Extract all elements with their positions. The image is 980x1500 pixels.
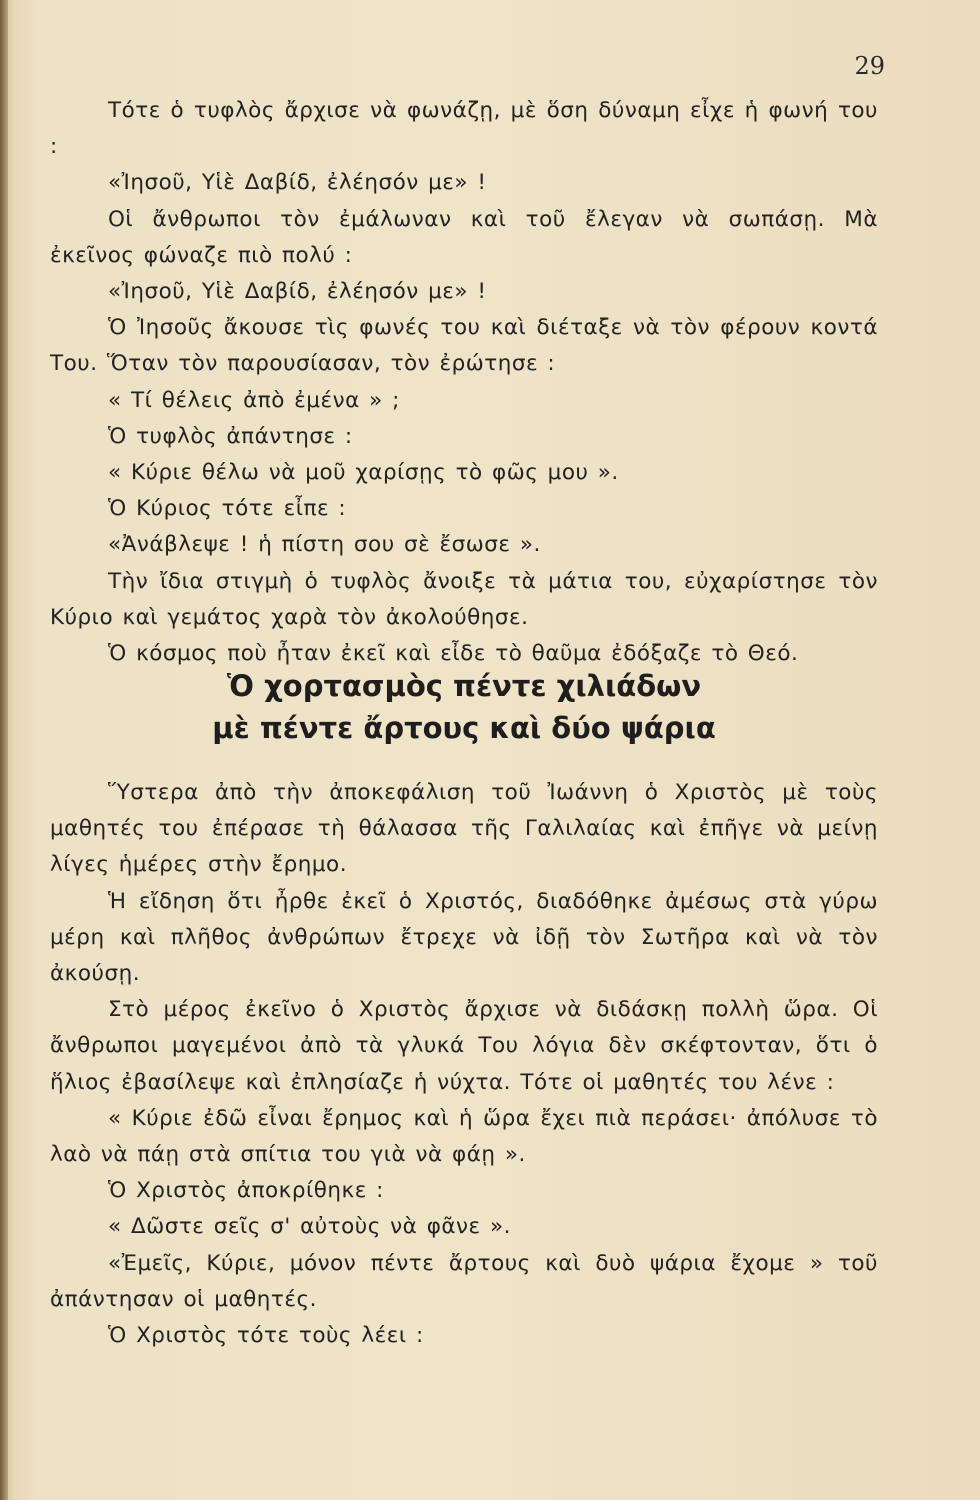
paragraph: « Δῶστε σεῖς σ' αὐτοὺς νὰ φᾶνε ». — [108, 1214, 512, 1240]
paragraph: Τότε ὁ τυφλὸς ἄρχισε νὰ φωνάζῃ, μὲ ὅση δύναμη εἶχε ἡ φωνή του : — [50, 98, 878, 160]
heading-line-2: μὲ πέντε ἄρτους καὶ δύο ψάρια — [212, 711, 716, 745]
section-heading — [50, 665, 878, 749]
paragraph: « Κύριε ἐδῶ εἶναι ἔρημος καὶ ἡ ὥρα ἔχει πιὰ περάσει· ἀπόλυσε τὸ λαὸ νὰ πάῃ στὰ σπίτια του γιὰ νὰ φάῃ ». — [50, 1105, 878, 1168]
paragraph: Οἱ ἄνθρωποι τὸν ἐμάλωναν καὶ τοῦ ἔλεγαν νὰ σωπάσῃ. Μὰ ἐκεῖνος φώναζε πιὸ πολύ : — [50, 206, 878, 268]
paragraph: « Τί θέλεις ἀπὸ ἐμένα » ; — [108, 387, 400, 413]
heading-line-1: Ὁ χορτασμὸς πέντε χιλιάδων — [226, 669, 702, 703]
paragraph: Ἡ εἴδηση ὅτι ἦρθε ἐκεῖ ὁ Χριστός, διαδόθηκε ἀμέσως στὰ γύρω μέρη καὶ πλῆθος ἀνθρώπων ἔτρεχε νὰ ἰδῇ τὸν Σωτῆρα καὶ νὰ τὸν ἀκούσῃ. — [50, 888, 878, 987]
paragraph: Ὁ Χριστὸς τότε τοὺς λέει : — [108, 1323, 424, 1349]
paragraph: «Ἐμεῖς, Κύριε, μόνον πέντε ἄρτους καὶ δυὸ ψάρια ἔχομε » τοῦ ἀπάντησαν οἱ μαθητές. — [50, 1250, 878, 1312]
paragraph: Ὕστερα ἀπὸ τὴν ἀποκεφάλιση τοῦ Ἰωάννη ὁ Χριστὸς μὲ τοὺς μαθητές του ἐπέρασε τὴ θάλασσα τῆς Γαλιλαίας καὶ ἐπῆγε νὰ μείνῃ λίγες ἡμέρες στὴν ἔρημο. — [50, 780, 878, 878]
paragraph: «Ἰησοῦ, Υἱὲ Δαβίδ, ἐλέησόν με» ! — [108, 279, 487, 305]
paragraph: Στὸ μέρος ἐκεῖνο ὁ Χριστὸς ἄρχισε νὰ διδάσκῃ πολλὴ ὥρα. Οἱ ἄνθρωποι μαγεμένοι ἀπὸ τὰ γλυκά Του λόγια δὲν σκέφτονταν, ὅτι ὁ ἥλιος ἐβασίλεψε καὶ ἐπλησίαζε ἡ νύχτα. Τότε οἱ μαθητές του λένε : — [50, 997, 878, 1095]
page-number: 29 — [854, 52, 885, 80]
text-section-blind-man — [50, 93, 878, 672]
paragraph: Ὁ Κύριος τότε εἶπε : — [108, 496, 347, 522]
paragraph: Ὁ τυφλὸς ἀπάντησε : — [108, 423, 353, 449]
paragraph: «Ἰησοῦ, Υἱὲ Δαβίδ, ἐλέησόν με» ! — [108, 170, 487, 196]
paragraph: Ὁ Χριστὸς ἀποκρίθηκε : — [108, 1178, 384, 1204]
text-section-feeding — [50, 775, 878, 1354]
page-binding-edge — [0, 0, 8, 1500]
paragraph: «Ἀνάβλεψε ! ἡ πίστη σου σὲ ἔσωσε ». — [108, 532, 541, 558]
paragraph: Ὁ Ἰησοῦς ἄκουσε τὶς φωνές του καὶ διέταξε νὰ τὸν φέρουν κοντά Του. Ὅταν τὸν παρουσίασαν, τὸν ἐρώτησε : — [50, 315, 878, 377]
paragraph: Ὁ κόσμος ποὺ ἦταν ἐκεῖ καὶ εἶδε τὸ θαῦμα ἐδόξαζε τὸ Θεό. — [108, 641, 799, 667]
paragraph: « Κύριε θέλω νὰ μοῦ χαρίσῃς τὸ φῶς μου ». — [108, 460, 619, 486]
paragraph: Τὴν ἴδια στιγμὴ ὁ τυφλὸς ἄνοιξε τὰ μάτια του, εὐχαρίστησε τὸν Κύριο καὶ γεμάτος χαρὰ τὸν ἀκολούθησε. — [50, 568, 878, 630]
